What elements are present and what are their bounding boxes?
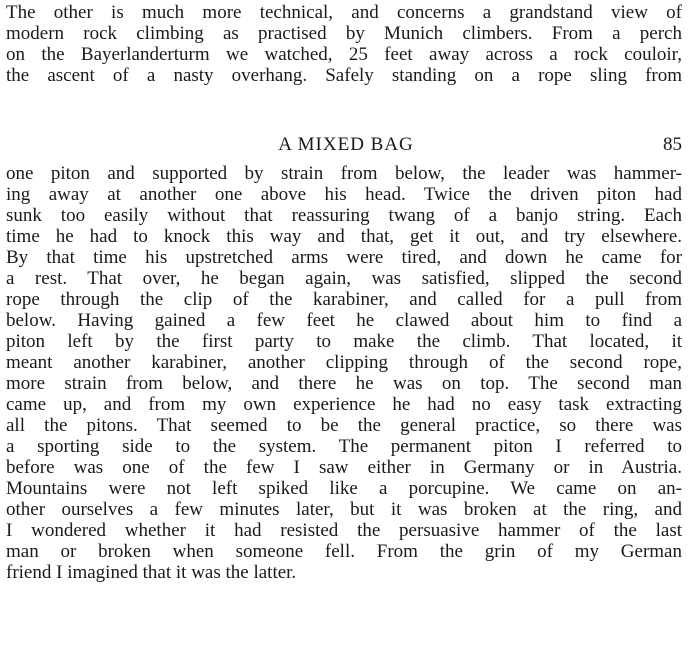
text-line: more strain from below, and there he was on top. The second man <box>6 373 682 394</box>
previous-page-fragment <box>6 2 682 86</box>
text-line: below. Having gained a few feet he clawed about him to find a <box>6 310 682 331</box>
text-line: man or broken when someone fell. From the grin of my German <box>6 541 682 562</box>
text-line: I wondered whether it had resisted the persuasive hammer of the last <box>6 520 682 541</box>
text-line: The other is much more technical, and concerns a grandstand view of <box>6 2 682 23</box>
text-line: the ascent of a nasty overhang. Safely standing on a rope sling from <box>6 65 682 86</box>
text-line: rope through the clip of the karabiner, and called for a pull from <box>6 289 682 310</box>
text-line: meant another karabiner, another clipping through of the second rope, <box>6 352 682 373</box>
text-line: on the Bayerlanderturm we watched, 25 feet away across a rock couloir, <box>6 44 682 65</box>
body-paragraph <box>6 163 682 583</box>
text-line: all the pitons. That seemed to be the general practice, so there was <box>6 415 682 436</box>
text-line: a sporting side to the system. The permanent piton I referred to <box>6 436 682 457</box>
page-number: 85 <box>663 134 682 155</box>
text-line: Mountains were not left spiked like a porcupine. We came on an- <box>6 478 682 499</box>
text-line: time he had to knock this way and that, get it out, and try elsewhere. <box>6 226 682 247</box>
text-line: By that time his upstretched arms were tired, and down he came for <box>6 247 682 268</box>
text-line: a rest. That over, he began again, was satisfied, slipped the second <box>6 268 682 289</box>
text-line: other ourselves a few minutes later, but it was broken at the ring, and <box>6 499 682 520</box>
text-line: before was one of the few I saw either in Germany or in Austria. <box>6 457 682 478</box>
running-header <box>0 133 692 157</box>
text-line: one piton and supported by strain from below, the leader was hammer- <box>6 163 682 184</box>
text-line: ing away at another one above his head. Twice the driven piton had <box>6 184 682 205</box>
text-line: piton left by the first party to make the climb. That located, it <box>6 331 682 352</box>
running-title: A MIXED BAG <box>278 134 414 155</box>
text-line: modern rock climbing as practised by Munich climbers. From a perch <box>6 23 682 44</box>
text-line: sunk too easily without that reassuring twang of a banjo string. Each <box>6 205 682 226</box>
text-line: came up, and from my own experience he had no easy task extracting <box>6 394 682 415</box>
text-line-last: friend I imagined that it was the latter. <box>6 562 297 583</box>
